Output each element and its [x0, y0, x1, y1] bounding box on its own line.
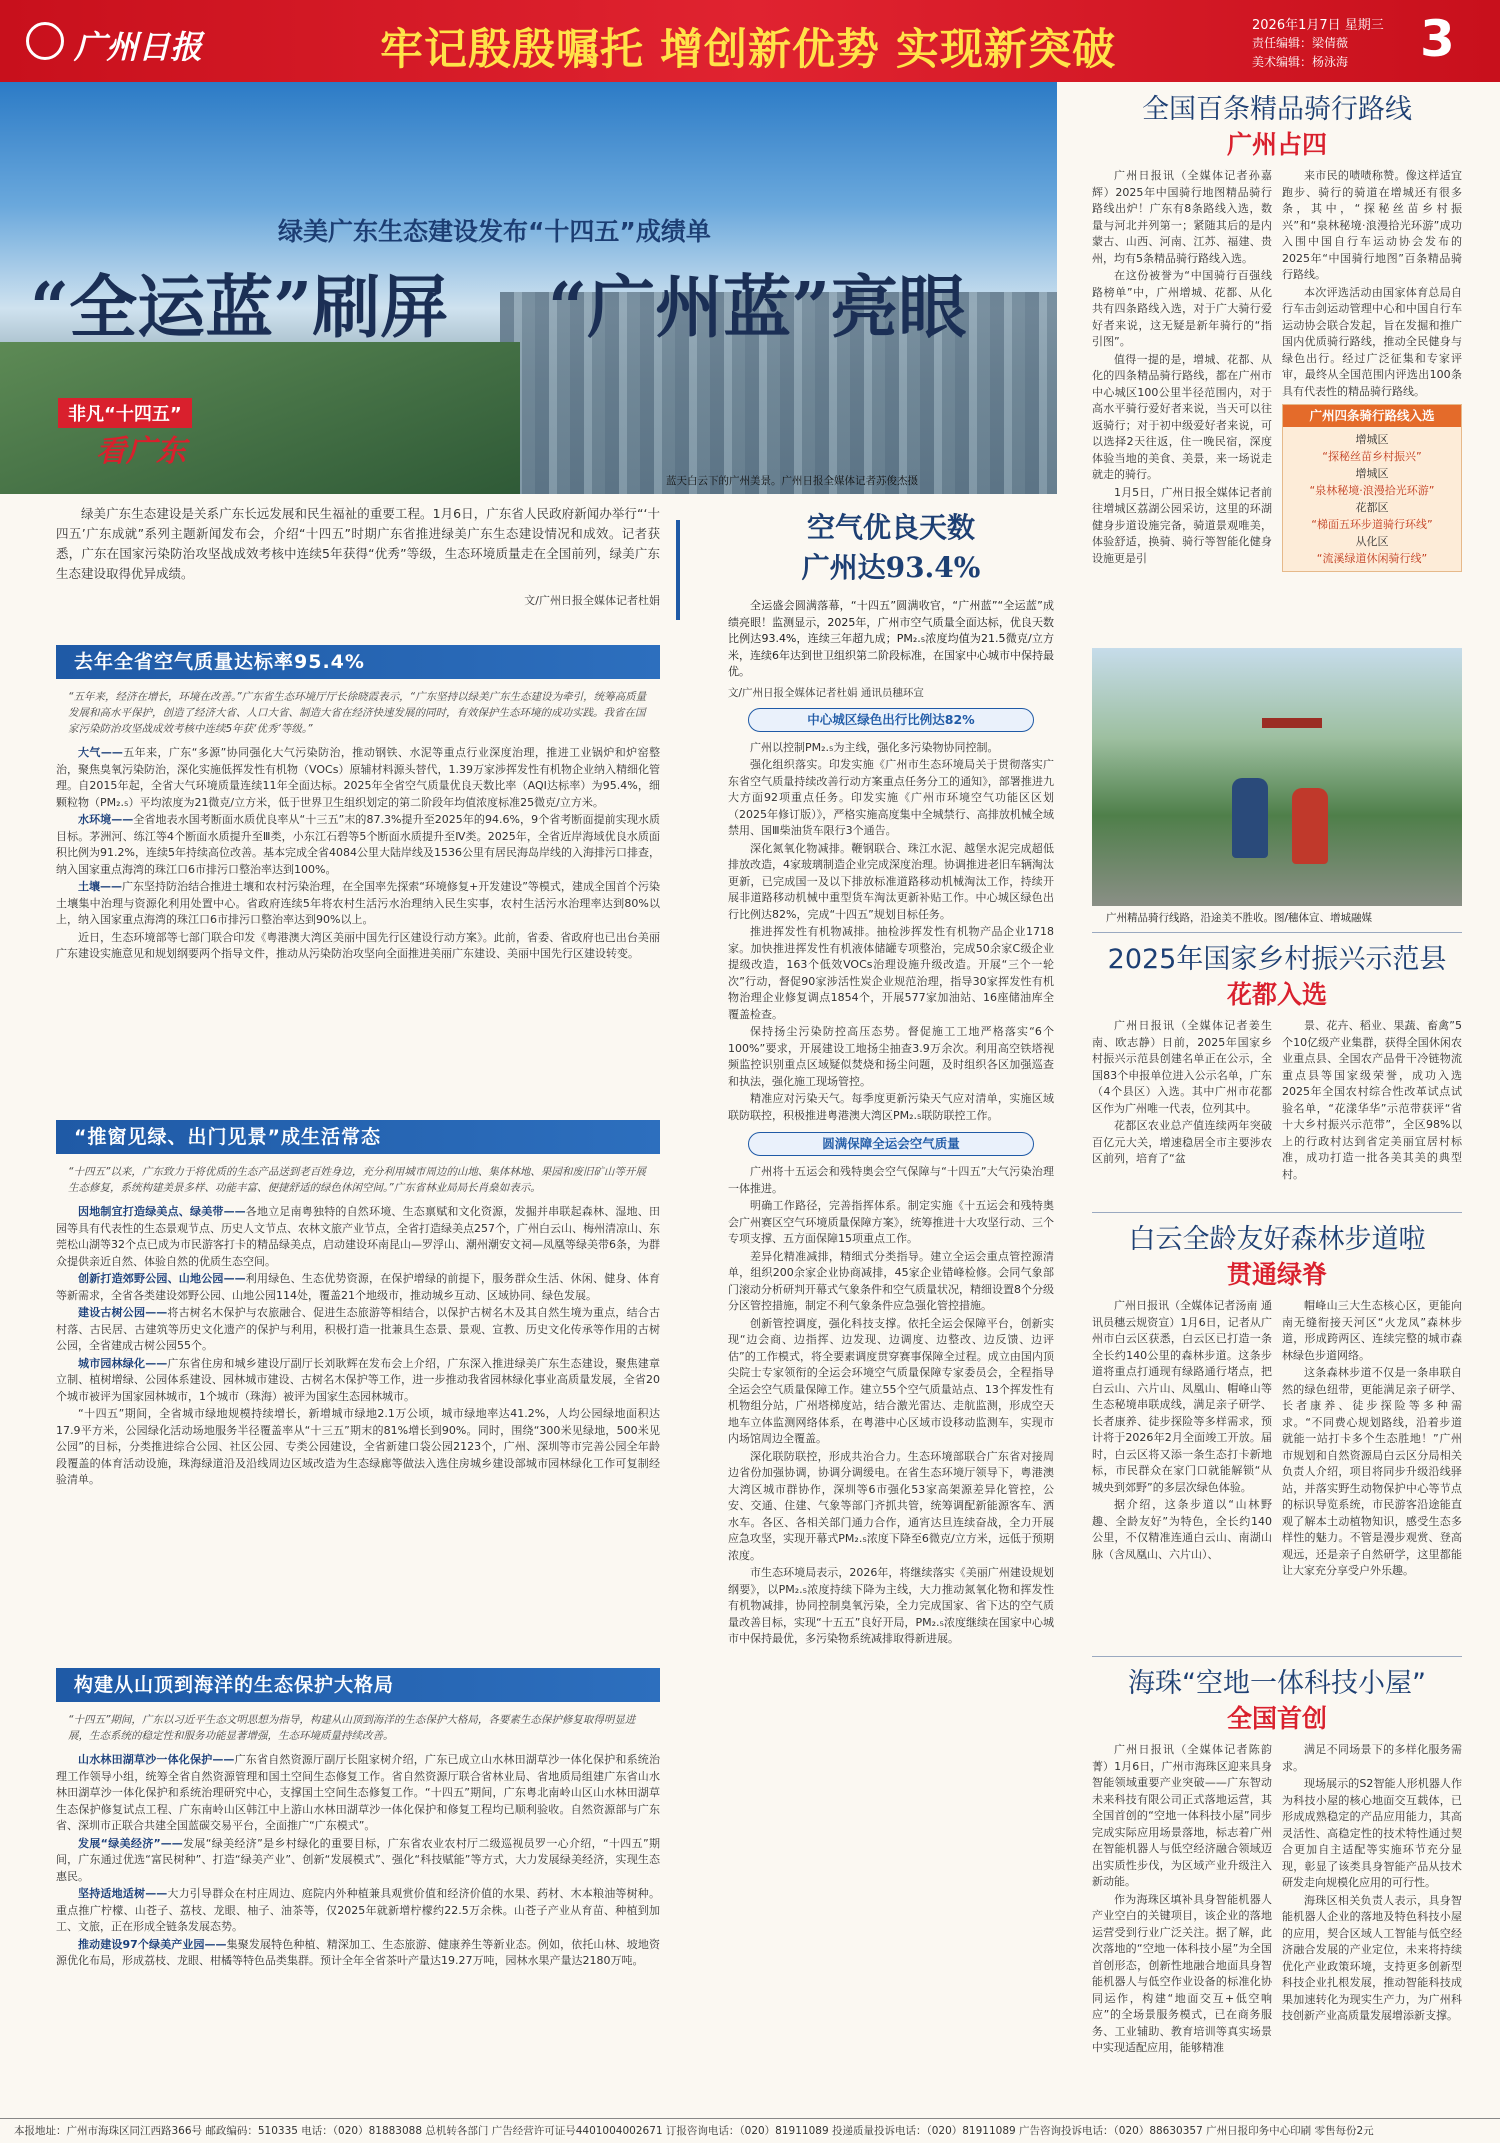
- paragraph: 广州日报讯（全媒体记者姜生南、欧志静）日前，2025年国家乡村振兴示范县创建名单正在公示，全国83个申报单位进入公示名单，广东（4个县区）入选。其中广州市花都区作为广州唯一代表，位列其中。: [1092, 1019, 1272, 1115]
- footer: [0, 2118, 1500, 2143]
- route-item: “流溪绿道休闲骑行线”: [1316, 552, 1428, 565]
- route-box-title: 广州四条骑行路线入选: [1283, 405, 1461, 427]
- paragraph: 广东省自然资源厅副厅长阻家树介绍，广东已成立山水林田湖草沙一体化保护和系统治理工作领导小组，统筹全省自然资源管理和国土空间生态修复工作。省自然资源厅联合省林业局、省地质局组建广东省山水林田湖草沙一体化保护和系统治理研究中心，支撑国土空间生态修复工作。“十四五”期间，广东粤北南岭山区山水林田湖草生态保护修复试点工程、广东南岭山区韩江中上游山水林田湖草沙一体化保护和修复工程均已顺利验收。自然资源部与广东省、深圳市正联合共建全国蓝碳交易平台，全面推广“广东模式”。: [56, 1753, 661, 1832]
- lead: 因地制宜打造绿美点、绿美带——: [78, 1205, 246, 1218]
- paragraph: 景、花卉、稻业、果蔬、畜禽”5个10亿级产业集群，获得全国休闲农业重点县、全国农产品骨干冷链物流重点县等国家级荣誉，成功入选2025年全国农村综合性改革试点试验名单，“花漾华华”示范带获评“省十大乡村振兴示范带”，全区98%以上的行政村达到省定美丽宜居村标准，成功打造一批各美其美的典型村。: [1282, 1019, 1462, 1181]
- section-title: 去年全省空气质量达标率95.4%: [56, 645, 660, 679]
- divider: [1092, 1656, 1462, 1657]
- rural-article: [1092, 942, 1462, 1184]
- paragraph: 深化联防联控，形成共治合力。生态环境部联合广东省对接周边省份加强协调，协调分调缓电。在省生态环境厅领导下，粤港澳大湾区城市群协作，深圳等6市强化53家高架源差异化管控，公安、交通、住建、气象等部门齐抓共管，统筹调配新能源客车、洒水车。各区、各相关部门通力合作，通宵达旦连续奋战，全力开展应急攻坚，实现开幕式PM₂.₅浓度下降至6微克/立方米，远低于预期浓度。: [728, 1449, 1054, 1562]
- tech-house-article: [1092, 1666, 1462, 2058]
- hero-caption: 蓝天白云下的广州美景。广州日报全媒体记者苏俊杰摄: [666, 475, 918, 487]
- paragraph: 在这份被誉为“中国骑行百强线路榜单”中，广州增城、花都、从化共有四条路线入选，对于广大骑行爱好者来说，这无疑是新年骑行的“指引图”。: [1092, 269, 1272, 348]
- route-item: 花都区: [1355, 501, 1389, 514]
- paragraph: 广州将十五运会和残特奥会空气保障与“十四五”大气污染治理一体推进。: [728, 1165, 1054, 1195]
- lead: 建设古树公园——: [78, 1306, 168, 1319]
- article-title: 白云全龄友好森林步道啦: [1128, 1224, 1426, 1255]
- paragraph: 现场展示的S2智能人形机器人作为科技小屋的核心地面交互载体，已形成成熟稳定的产品应用能力，其高灵活性、高稳定性的技术特性通过契合更加自主适配等实施环节充分显现，彰显了该类具身智能产品从技术研发走向规模化应用的可行性。: [1282, 1777, 1462, 1889]
- section-quote: “十四五”以来，广东致力于将优质的生态产品送到老百姓身边，充分利用城市周边的山地、集体林地、果园和废旧矿山等开展生态修复，系统构建美景多样、功能丰富、便捷舒适的绿色休闲空间。”广东省林业局局长肖燊如表示。: [68, 1166, 646, 1194]
- route-box: [1282, 404, 1462, 572]
- lead: 山水林田湖草沙一体化保护——: [78, 1753, 235, 1766]
- section-eco-protection: [56, 1668, 660, 1971]
- designer-credit: 美术编辑：杨泳海: [1252, 55, 1349, 69]
- paragraph: 强化组织落实。印发实施《广州市生态环境局关于贯彻落实广东省空气质量持续改善行动方案重点任务分工的通知》，部署推进九大方面92项重点任务。印发实施《广州市环境空气功能区区划（2025年修订版）》，严格实施高度集中全城禁行、高排放机械全域禁用、国Ⅲ柴油货车限行3个通告。: [728, 758, 1054, 837]
- air-headline: 空气优良天数 广州达93.4%: [801, 511, 981, 584]
- lake-pavilion: [1262, 718, 1322, 758]
- route-item: “泉林秘境·浪漫拾光环游”: [1309, 484, 1435, 497]
- look-guangdong-tag: 看广东: [96, 434, 186, 469]
- lead: 推动建设97个绿美产业园——: [78, 1937, 227, 1951]
- paragraph: 大力引导群众在村庄周边、庭院内外种植兼具观赏价值和经济价值的水果、药材、木本粮油等树种。重点推广柠檬、山苍子、荔枝、龙眼、柚子、油茶等，仅2025年就新增柠檬约22.5万余株。山苍子产业从育苗、种植到加工、文旅，正在形成全链条发展态势。: [56, 1887, 660, 1933]
- paragraph: 利用绿色、生态优势资源，在保护增绿的前提下，服务群众生活、休闲、健身、体育等新需求，全省各类建设郊野公园、山地公园114处，覆盖21个地级市，推动城乡互动、区域协同、绿色发展。: [56, 1272, 661, 1302]
- paragraph: 满足不同场景下的多样化服务需求。: [1282, 1743, 1462, 1773]
- masthead-slogan: 牢记殷殷嘱托 增创新优势 实现新突破: [380, 25, 1116, 75]
- paragraph: 花都区农业总产值连续两年突破百亿元大关，增速稳居全市主要涉农区前列，培育了“盆: [1092, 1119, 1272, 1165]
- paragraph: 本次评选活动由国家体育总局自行车击剑运动管理中心和中国自行车运动协会联合发起，旨在发掘和推广国内优质骑行路线，推动全民健身与绿色出行。经过广泛征集和专家评审，最终从全国范围内评选出100条具有代表性的精品骑行路线。: [1282, 285, 1462, 398]
- air-subhead-1: 中心城区绿色出行比例达82%: [748, 708, 1034, 732]
- paragraph: 广州以控制PM₂.₅为主线，强化多污染物协同控制。: [750, 740, 999, 754]
- paragraph: 发展“绿美经济”是乡村绿化的重要目标，广东省农业农村厅二级巡视员罗一心介绍，“十四五”期间，广东通过优选“富民树种”、打造“绿美产业”、创新“发展模式”、强化“科技赋能”等方式，大力发展绿美经济，实现生态惠民。: [56, 1836, 660, 1883]
- route-item: 增城区: [1355, 433, 1389, 446]
- paragraph: 推进挥发性有机物减排。抽检涉挥发性有机物产品企业1718家。加快推进挥发性有机液体储罐专项整治，完成50余家C级企业提级改造，163个低效VOCs治理设施升级改造。开展“三个一轮次”行动，督促90家涉活性炭企业规范治理，指导30家挥发性有机物治理企业修复调点1854个，开展577家加油站、16座储油库全覆盖检查。: [728, 925, 1054, 1021]
- article-title: 2025年国家乡村振兴示范县: [1107, 944, 1447, 975]
- air-quality-article: [728, 508, 1054, 1649]
- issue-date: 2026年1月7日 星期三: [1252, 18, 1384, 33]
- paragraph: 各地立足南粤独特的自然环境、生态禀赋和文化资源，发掘并串联起森林、湿地、田园等具有代表性的生态景观节点、历史人文节点、农林文旅产业节点，全省打造绿美点257个，广州白云山、梅州清凉山、东莞松山湖等32个点已成为市民游客打卡的精品绿美点，启动建设环南昆山—罗浮山、潮州潮安文祠—凤凰等绿美带6条，为群众提供亲近自然、体验自然的优质生态空间。: [56, 1205, 661, 1268]
- article-subtitle: 花都入选: [1226, 980, 1327, 1009]
- divider: [1092, 1212, 1462, 1213]
- section-air-quality: [56, 645, 660, 964]
- lead: 土壤——: [78, 880, 123, 893]
- paragraph: 精准应对污染天气。每季度更新污染天气应对清单，实施区域联防联控，积极推进粤港澳大湾区PM₂.₅联防联控工作。: [728, 1092, 1054, 1122]
- paragraph: 广州日报讯（全媒体记者孙嘉辉）2025年中国骑行地图精品骑行路线出炉！广东有8条路线入选，数量与河北并列第一；紧随其后的是内蒙古、山西、河南、江苏、福建、贵州，均有5条精品骑行路线入选。: [1092, 169, 1272, 265]
- route-item: “探秘丝苗乡村振兴”: [1322, 450, 1422, 463]
- paragraph: 市生态环境局表示，2026年，将继续落实《美丽广州建设规划纲要》，以PM₂.₅浓度持续下降为主线，大力推动氮氧化物和挥发性有机物减排，协同控制臭氧污染，全力完成国家、省下达的空气质量改善目标，实现“十五五”良好开局，PM₂.₅浓度继续在国家中心城市中保持最优，多污染物系统减排取得新进展。: [728, 1566, 1054, 1645]
- page-number: 3: [1420, 10, 1455, 68]
- paragraph: 据介绍，这条步道以“山林野趣、全龄友好”为特色，全长约140公里，不仅精准连通白云山、南湖山脉（含凤凰山、六片山）、: [1092, 1498, 1272, 1561]
- paragraph: 来市民的啧啧称赞。像这样适宜跑步、骑行的骑道在增城还有很多条，其中，“探秘丝苗乡村振兴”和“泉林秘境·浪漫拾光环游”成功入围中国自行车运动协会发布的2025年“中国骑行地图”百条精品骑行路线。: [1282, 169, 1462, 281]
- article-title: 海珠“空地一体科技小屋”: [1128, 1668, 1426, 1699]
- route-item: 从化区: [1355, 535, 1389, 548]
- paragraph: “十四五”期间，全省城市绿地规模持续增长，新增城市绿地2.1万公顷，城市绿地率达41.2%，人均公园绿地面积达17.9平方米，公园绿化活动场地服务半径覆盖率从“十三五”期末的81%增长到90%。同时，围绕“300米见绿地，500米见公园”的目标，分类推进综合公园、社区公园、专类公园建设，全省新建口袋公园2123个，广州、深圳等市完善公园全年龄段覆盖的体育活动设施，珠海绿道沿及沿线周边区域改造为生态绿廊等做法入选住房城乡建设部城市园林绿化工作可复制经验清单。: [56, 1407, 660, 1486]
- section-title: “推窗见绿、出门见景”成生活常态: [56, 1120, 660, 1154]
- editor-credit: 责任编辑：梁倩薇: [1252, 36, 1349, 50]
- lead: 城市园林绿化——: [78, 1356, 168, 1370]
- hero-photo: [0, 82, 1057, 494]
- section-quote: “十四五”期间，广东以习近平生态文明思想为指导，构建从山顶到海洋的生态保护大格局，各要素生态保护修复取得明显进展，生态系统的稳定性和服务功能显著增强，生态环境质量持续改善。: [68, 1714, 636, 1742]
- air-subhead-2: 圆满保障全运会空气质量: [748, 1132, 1034, 1156]
- paragraph: 值得一提的是，增城、花都、从化的四条精品骑行路线，都在广州市中心城区100公里半径范围内，对于高水平骑行爱好者来说，当天可以往返骑行；对于初中级爱好者来说，可以选择2天往返，住一晚民宿，深度体验当地的美食、美景，来一场说走就走的骑行。: [1092, 352, 1272, 481]
- paragraph: 广东坚持防治结合推进土壤和农村污染治理，在全国率先探索“环境修复+开发建设”等模式，建成全国首个污染土壤集中治理与资源化利用处置中心。省政府连续5年将农村生活污水治理纳入民生实事，农村生活污水治理率达到80%以上，纳入国家重点海湾的珠江口6市排污口整治率达到90%以上。: [56, 880, 660, 926]
- paragraph: 五年来，广东“多源”协同强化大气污染防治，推动钢铁、水泥等重点行业深度治理，推进工业锅炉和炉窑整治，聚焦臭氧污染防治，深化实施低挥发性有机物（VOCs）原辅材料源头替代，1.39万家涉挥发性有机物企业纳入精细化管理。自2015年起，全省大气环境质量连续11年全面达标。2025年全省空气质量优良天数比率（AQI达标率）为95.4%，细颗粒物（PM₂.₅）平均浓度为21微克/立方米，低于世界卫生组织划定的第二阶段年均值浓度标准25微克/立方米。: [56, 746, 660, 809]
- paragraph: 帽峰山三大生态核心区，更能向南无缝衔接天河区“火龙凤”森林步道，形成跨两区、连续完整的城市森林绿色步道网络。: [1282, 1299, 1462, 1362]
- series-tag: 非凡“十四五”: [58, 398, 192, 428]
- lead: 大气——: [78, 746, 123, 759]
- section-greening: [56, 1120, 660, 1490]
- section-quote: “五年来，经济在增长，环境在改善。”广东省生态环境厅厅长徐晓霞表示，“广东坚持以绿美广东生态建设为牵引，统筹高质量发展和高水平保护，创造了经济大省、人口大省、制造大省在经济快速发展的同时，有效保护生态环境的成功实践。我省在国家污染防治攻坚战成效考核中连续5年获‘优秀’等级。”: [68, 691, 647, 735]
- paragraph: 集聚发展特色种植、精深加工、生态旅游、健康养生等新业态。例如，依托山林、坡地资源优化布局，形成荔枝、龙眼、柑橘等特色品类集群。预计全年全省茶叶产量达19.27万吨，园林水果产量达2180万吨。: [56, 1937, 660, 1967]
- section-title: 构建从山顶到海洋的生态保护大格局: [56, 1668, 660, 1702]
- cycling-photo: [1092, 648, 1462, 906]
- cycling-article: [1092, 92, 1462, 572]
- paragraph: 明确工作路径，完善指挥体系。制定实施《十五运会和残特奥会广州赛区空气环境质量保障方案》，统筹推进十大攻坚行动、三个专项支撑、五方面保障15项重点工作。: [728, 1199, 1054, 1245]
- article-subtitle: 贯通绿脊: [1226, 1260, 1327, 1289]
- hero-headline-right: “广州蓝”亮眼: [548, 268, 967, 348]
- paragraph: 广州日报讯（全媒体记者陈韵菁）1月6日，广州市海珠区迎来具身智能领域重要产业突破——广东智动未来科技有限公司正式落地运营，其全国首创的“空地一体科技小屋”同步完成实际应用场景落地，标志着广州在智能机器人与低空经济融合领域迈出实质性步伐，为区域产业升级注入新动能。: [1092, 1743, 1272, 1888]
- article-subtitle: 广州占四: [1226, 130, 1327, 159]
- cyclist-left: [1232, 778, 1268, 858]
- air-lead: 全运盛会圆满落幕，“十四五”圆满收官，“广州蓝”“全运蓝”成绩亮眼！监测显示，2025年，广州市空气质量全面达标，优良天数比例达93.4%，连续三年超九成；PM₂.₅浓度均值为21.5微克/立方米，连续6年达到世卫组织第二阶段标准，在国家中心城市中保持最优。: [728, 599, 1054, 678]
- paragraph: 差异化精准减排，精细式分类指导。建立全运会重点管控源清单，组织200余家企业协商减排，45家企业错峰检修。会同气象部门滚动分析研判开幕式气象条件和空气质量状况，精细设置8个分级分区管控措施，制定不利气象条件应急强化管控措施。: [728, 1249, 1054, 1312]
- intro-byline: 文/广州日报全媒体记者杜娟: [524, 594, 660, 607]
- lead: 创新打造郊野公园、山地公园——: [78, 1272, 246, 1285]
- hero-kicker: 绿美广东生态建设发布“十四五”成绩单: [278, 217, 711, 246]
- article-title: 全国百条精品骑行路线: [1142, 94, 1412, 125]
- intro: [56, 504, 660, 608]
- newspaper-logo-icon: [26, 22, 64, 60]
- divider: [1092, 932, 1462, 933]
- lead: 坚持适地适树——: [78, 1887, 168, 1900]
- paragraph: 作为海珠区填补具身智能机器人产业空白的关键项目，该企业的落地运营受到行业广泛关注。据了解，此次落地的“空地一体科技小屋”为全国首创形态，创新性地融合地面具身智能机器人与低空作业设备的标准化协同运作，构建“地面交互+低空响应”的全场景服务模式，已在商务服务、工业辅助、教育培训等真实场景中实现适配应用，能够精准: [1092, 1892, 1272, 2054]
- hero-headline-left: “全运蓝”刷屏: [30, 268, 449, 348]
- air-byline: 文/广州日报全媒体记者杜娟 通讯员穗环宣: [728, 686, 924, 699]
- forest-trail-article: [1092, 1222, 1462, 1581]
- footer-text: 本报地址：广州市海珠区同江西路366号 邮政编码：510335 电话：（020）81883088 总机转各部门 广告经营许可证号4401004002671 订报咨询电话：（020）81911089 投递质量投诉电话：（020）81911089 广告咨询投诉电话：（020）88630357 广州日报印务中心印刷 零售每份2元: [14, 2125, 1374, 2137]
- lead: 水环境——: [78, 813, 134, 826]
- paragraph: 广州日报讯（全媒体记者汤南 通讯员穗云规资宣）1月6日，记者从广州市白云区获悉，白云区已打造一条全长约140公里的森林步道。这条步道将重点打通现有绿路通行堵点，把白云山、六片山、凤凰山、帽峰山等生态秘境串联成线，满足亲子研学、长者康养、徒步探险等多样需求，预计将于2026年2月全面竣工开放。届时，白云区将又添一条生态打卡新地标，市民群众在家门口就能解锁“从城央到郊野”的多层次绿色体验。: [1092, 1299, 1272, 1494]
- divider-arrow: [676, 520, 680, 620]
- paragraph: 海珠区相关负责人表示，具身智能机器人企业的落地及特色科技小屋的应用，契合区域人工智能与低空经济融合发展的产业定位，未来将持续优化产业政策环境，支持更多创新型科技企业扎根发展，推动智能科技成果加速转化为现实生产力，为广州科技创新产业高质量发展增添新支撑。: [1282, 1893, 1462, 2022]
- paragraph: 深化氮氧化物减排。鞭钢联合、珠江水泥、越堡水泥完成超低排放改造，4家玻璃制造企业完成深度治理。协调推进老旧车辆淘汰更新，已完成国一及以下排放标准道路移动机械淘汰工作，持续开展非道路移动机械中重型货车淘汰更新补贴工作。中心城区绿色出行比例达82%，完成“十四五”规划目标任务。: [728, 841, 1054, 921]
- paragraph: 这条森林步道不仅是一条串联自然的绿色纽带，更能满足亲子研学、长者康养、徒步探险等多种需求。“不同费心规划路线，沿着步道就能一站打卡多个生态胜地！”广州市规划和自然资源局白云区分局相关负责人介绍，项目将同步升级沿线驿站，并落实野生动物保护中心等节点的标识导览系统，市民游客沿途能直观了解本土动植物知识，感受生态多样性的魅力。不管是漫步观赏、登高观远，还是亲子自然研学，这里都能让大家充分享受户外乐趣。: [1282, 1366, 1462, 1577]
- route-item: 增城区: [1355, 467, 1389, 480]
- paragraph: 保持扬尘污染防控高压态势。督促施工工地严格落实“6个100%”要求，开展建设工地扬尘抽查3.9万余次。利用高空铁塔视频监控识别重点区域疑似焚烧和扬尘问题，及时组织各区加强巡查和执法，强化施工现场管控。: [728, 1025, 1054, 1088]
- paragraph: 创新管控调度，强化科技支撑。依托全运会保障平台，创新实现“边会商、边指挥、边发现、边调度、边整改、边反馈、边评估”的工作模式，将全要素调度贯穿赛事保障全过程。成立由国内顶尖院士专家领衔的全运会环境空气质量保障专家委员会，全程指导全运会空气质量保障工作。建立55个空气质量站点、13个挥发性有机物组分站，广州塔梯度站，结合激光雷达、走航监测，形成空天地车立体监测网络体系，在粤港中心区域市设移动监测车，实现市内场馆周边全覆盖。: [728, 1316, 1054, 1445]
- intro-text: 绿美广东生态建设是关系广东长远发展和民生福祉的重要工程。1月6日，广东省人民政府新闻办举行“‘十四五’广东成就”系列主题新闻发布会，介绍“十四五”时期广东省推进绿美广东生态建设情况和成效。记者获悉，广东在国家污染防治攻坚战成效考核中连续5年获得“优秀”等级，生态环境质量走在全国前列，绿美广东生态建设取得优异成绩。: [56, 506, 660, 581]
- paragraph: 1月5日，广州日报全媒体记者前往增城区荔湖公园采访，这里的环湖健身步道设施完备，骑道景观唯美，体验舒适，换骑、骑行等智能化健身设施更是引: [1092, 485, 1272, 565]
- lead: 发展“绿美经济”——: [78, 1836, 183, 1850]
- paragraph: 近日，生态环境部等七部门联合印发《粤港澳大湾区美丽中国先行区建设行动方案》。此前，省委、省政府也已出台美丽广东建设实施意见和规划纲要两个指导文件，推动从污染防治攻坚向全面推进美丽广东建设、美丽中国先行区建设转变。: [56, 930, 660, 960]
- article-subtitle: 全国首创: [1226, 1704, 1327, 1733]
- cyclist-right: [1292, 788, 1328, 864]
- cycling-caption: 广州精品骑行线路，沿途美不胜收。图/穗体宣、增城融媒: [1106, 912, 1373, 924]
- route-item: “梯面五环步道骑行环线”: [1311, 518, 1433, 531]
- paragraph: 全省地表水国考断面水质优良率从“十三五”末的87.3%提升至2025年的94.6%，9个省考断面提前实现水质目标。茅洲河、练江等4个断面水质提升至Ⅲ类，小东江石碧等5个断面水质提升至Ⅳ类。2025年，全省近岸海域优良水质面积比例为91.2%，连续5年持续高位改善。基本完成全省4084公里大陆岸线及1536公里有居民海岛岸线的入海排污口排查，纳入国家重点海湾的珠江口6市排污口整治率达到100%。: [56, 813, 661, 876]
- newspaper-logo: 广州日报: [74, 28, 203, 66]
- paragraph: 将古树名木保护与农旅融合、促进生态旅游等相结合，以保护古树名木及其自然生境为重点，结合古村落、古民居、古建筑等历史文化遗产的保护与利用，积极打造一批兼具生态景、景观、宣教、历史文化传承等作用的古树公园，全省建成古树公园55个。: [56, 1306, 660, 1352]
- paragraph: 广东省住房和城乡建设厅副厅长刘耿辉在发布会上介绍，广东深入推进绿美广东生态建设，聚焦建章立制、植树增绿、公园体系建设、园林城市建设、古树名木保护等工作，进一步推动我省园林绿化事业高质量发展，全省20个城市被评为国家园林城市，1个城市（珠海）被评为国家生态园林城市。: [56, 1356, 660, 1403]
- masthead: [0, 0, 1500, 82]
